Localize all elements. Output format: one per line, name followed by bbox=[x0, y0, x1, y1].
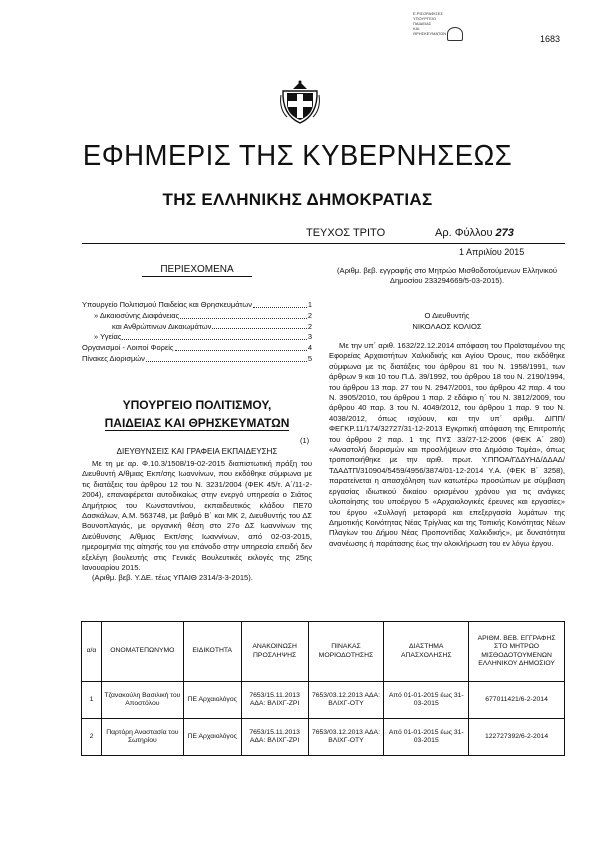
toc-page: 2 bbox=[307, 321, 312, 331]
section-number: (1) bbox=[300, 436, 310, 445]
toc-page: 1 bbox=[307, 300, 312, 309]
ephorate-decision-text bbox=[329, 341, 565, 549]
stamp-line: ΥΠΟΥΡΓΕΙΟ bbox=[413, 16, 436, 21]
toc-page: 3 bbox=[307, 332, 312, 342]
greek-coat-of-arms-icon bbox=[279, 79, 321, 125]
table-row bbox=[82, 719, 565, 756]
section-title: ΔΙΕΥΘΥΝΣΕΙΣ ΚΑΙ ΓΡΑΦΕΙΑ ΕΚΠΑΙΔΕΥΣΗΣ bbox=[116, 447, 278, 456]
stamp-line: ΘΡΗΣΚΕΥΜΑΤΩΝ bbox=[413, 31, 447, 36]
toc-label: » Δικαιοσύνης Διαφάνειας bbox=[94, 310, 180, 320]
table-of-contents bbox=[82, 300, 312, 365]
contents-heading bbox=[82, 264, 312, 275]
toc-item[interactable] bbox=[82, 332, 312, 343]
table-cell: 2 bbox=[82, 719, 102, 756]
column-header: ΑΝΑΚΟΙΝΩΣΗ ΠΡΟΣΛΗΨΗΣ bbox=[241, 622, 308, 682]
header-divider bbox=[82, 243, 565, 244]
ministry-decision-text bbox=[82, 459, 312, 584]
table-cell: 677011421/6-2-2014 bbox=[469, 682, 565, 719]
director-name: ΝΙΚΟΛΑΟΣ ΚΟΛΙΟΣ bbox=[412, 322, 482, 331]
decision-paragraph: Με την υπ΄ αριθ. 1632/22.12.2014 απόφαση του Προϊσταμένου της Εφορείας Αρχαιοτήτων Χαλκιδικής και Αγίου Όρους, που εκδόθηκε σύμφωνα με τις διατάξεις του άρθρου 81 του Ν. 1958/1991, των άρθρων 9 και 10 του Π.Δ. 39/1992, του άρθρου 18 του Ν. 2190/1994, του άρθρου 13 παρ. 27 του Ν. 2947/2001, του άρθρου 42 παρ. 4 του Ν. 3905/2010, του άρθρου 1 παρ. 2 εδάφιο η΄ του Ν. 3812/2009, του άρθρου 40 παρ. 3 του Ν. 4049/2012, του άρθρου 1 παρ. 9 του Ν. 4038/2012, όπως ισχύουν, και την υπ΄ αριθμ. ΔΙΠΠ/ΦΕΓΚΡ.11/174/32727/31-12-2013 Εγκριτική απόφαση της Επιτροπής του άρθρου 2 παρ. 1 της ΠΥΣ 33/27-12-2006 (ΦΕΚ Α΄ 280) «Αναστολή διορισμών και προσλήψεων στο Δημόσιο Τομέα», όπως τροποποιήθηκε με την αριθ. πρωτ. Υ.ΠΠΟΑ/ΓΔΔΥΗΔ/ΔΔΑΔ/ΤΔΑΔΤΠ/310904/5459/4956/3874/01-12-2014 Υ.Α. (ΦΕΚ Β΄ 3258), παρατείνεται η απασχόληση των κατωτέρω προσώπων με σύμβαση εργασίας ιδιωτικού δικαίου ορισμένου χρόνου για τις ανάγκες υλοποίησης του υποέργου 5 «Αρχαιολογικές έρευνες και εργασίες» του έργου «Συλλογή μεταφορά και επεξεργασία λυμάτων της Δημοτικής Κοινότητας Νέας Τρίγλιας και της Τοπικής Κοινότητας Νέων Πλαγίων του Δήμου Νέας Προποντίδας Χαλκιδικής», με δυνατότητα ανανέωσης ή παράτασης έως την ολοκλήρωση του εν λόγω έργου. bbox=[329, 341, 565, 548]
toc-item[interactable] bbox=[82, 322, 312, 333]
table-cell: 7653/15.11.2013 ΑΔΑ: ΒΛΙΧΓ-ΖΡΙ bbox=[241, 719, 308, 756]
column-header: ΟΝΟΜΑΤΕΠΩΝΥΜΟ bbox=[101, 622, 183, 682]
toc-item[interactable] bbox=[82, 311, 312, 322]
ministry-heading bbox=[82, 396, 312, 432]
toc-page: 5 bbox=[307, 353, 312, 363]
contents-heading-text: ΠΕΡΙΕΧΟΜΕΝΑ bbox=[142, 264, 251, 277]
table-cell: Τζανακούλη Βασιλική του Αποστόλου bbox=[101, 682, 183, 719]
table-cell: Από 01-01-2015 έως 31-03-2015 bbox=[384, 719, 469, 756]
approval-paragraph: (Αριθμ. βεβ. Υ.ΔΕ. τέως ΥΠΑΙΘ 2314/3-3-2015). bbox=[92, 573, 253, 583]
gazette-title: ΕΦΗΜΕΡΙΣ ΤΗΣ ΚΥΒΕΡΝΗΣΕΩΣ bbox=[82, 140, 513, 172]
toc-item[interactable] bbox=[82, 343, 312, 354]
stamp-line: Ε.ΡΙΣΟΡΑΦΙΣΕΣ bbox=[413, 11, 443, 16]
issue-type: ΤΕΥΧΟΣ ΤΡΙΤΟ bbox=[306, 227, 386, 239]
table-cell: 7653/15.11.2013 ΑΔΑ: ΒΛΙΧΓ-ΖΡΙ bbox=[241, 682, 308, 719]
decision-paragraph: Με τη με αρ. Φ.10.3/1508/19-02-2015 διαπιστωτική πράξη του Διευθυντή Α/θμιας Εκπ/σης Ιωαννίνων, που εκδόθηκε σύμφωνα με τις διατάξεις του άρθρου 12 του Ν. 3231/2004 (ΦΕΚ 45/τ. Α΄/11-2-2004), επαναφέρεται αυτοδικαίως στην ενεργό υπηρεσία ο Σιάτος Δημήτριος του Κωνσταντίνου, εκπαιδευτικός κλάδου ΠΕ70 Δασκάλων, Α.Μ. 563748, με βαθμό Β΄ και ΜΚ 2, Διευθυντής του ΔΣ Βουνοπλαγιάς, με οργανική θέση στο 27ο ΔΣ Ιωαννίνων της Διεύθυνσης Α/θμιας Εκπ/σης Ιωαννίνων, από 02-03-2015, ημερομηνία της αίτησής του για επάνοδο στην υπηρεσία επειδή δεν εξελέγη βουλευτής στις Γενικές Βουλευτικές εκλογές της 25ης Ιανουαρίου 2015. bbox=[82, 459, 312, 573]
table-row bbox=[82, 682, 565, 719]
table-header-row bbox=[82, 622, 565, 682]
column-header: ΠΙΝΑΚΑΣ ΜΟΡΙΟΔΟΤΗΣΗΣ bbox=[308, 622, 384, 682]
toc-label: Οργανισμοί - Λοιποί Φορείς bbox=[82, 343, 174, 353]
toc-page: 2 bbox=[307, 310, 312, 320]
ministry-line: ΥΠΟΥΡΓΕΙΟ ΠΟΛΙΤΙΣΜΟΥ, bbox=[122, 398, 272, 412]
table-cell: 7653/03.12.2013 ΑΔΑ: ΒΛΙΧΓ-ΟΤΥ bbox=[308, 719, 384, 756]
table-cell: 7653/03.12.2013 ΑΔΑ: ΒΛΙΧΓ-ΟΤΥ bbox=[308, 682, 384, 719]
department-stamp bbox=[413, 11, 463, 55]
stamp-seal-icon bbox=[447, 27, 463, 41]
stamp-line: ΠΑΙΔΕΙΑΣ bbox=[413, 21, 432, 26]
sheet-label: Αρ. Φύλλου bbox=[435, 227, 493, 239]
toc-label: και Ανθρώπινων Δικαιωμάτων bbox=[112, 321, 212, 331]
toc-label: Πίνακες Διορισμών bbox=[82, 353, 145, 363]
table-cell: ΠΕ Αρχαιολόγος bbox=[183, 719, 241, 756]
table-cell: 1 bbox=[82, 682, 102, 719]
director-label: Ο Διευθυντής bbox=[424, 311, 470, 320]
column-header: ΕΙΔΙΚΟΤΗΤΑ bbox=[183, 622, 241, 682]
toc-page: 4 bbox=[307, 343, 312, 353]
toc-label: Υπουργείο Πολιτισμού Παιδείας και Θρησκευμάτων bbox=[82, 300, 253, 309]
sheet-value: 273 bbox=[495, 227, 514, 239]
registration-note: (Αριθμ. βεβ. εγγραφής στο Μητρώο Μισθοδοτούμενων Ελληνικού Δημοσίου 233294669/5-03-2015). bbox=[336, 266, 557, 285]
toc-item[interactable] bbox=[82, 300, 312, 311]
ministry-line: ΠΑΙΔΕΙΑΣ ΚΑΙ ΘΡΗΣΚΕΥΜΑΤΩΝ bbox=[104, 416, 290, 430]
appointments-table bbox=[81, 621, 565, 756]
toc-label: » Υγείας bbox=[94, 332, 122, 342]
table-cell: ΠΕ Αρχαιολόγος bbox=[183, 682, 241, 719]
table-cell: Από 01-01-2015 έως 31-03-2015 bbox=[384, 682, 469, 719]
column-header: ΔΙΑΣΤΗΜΑ ΑΠΑΣΧΟΛΗΣΗΣ bbox=[384, 622, 469, 682]
column-header: α/α bbox=[82, 622, 102, 682]
issue-date: 1 Απριλίου 2015 bbox=[459, 247, 525, 257]
director-signature bbox=[329, 310, 565, 332]
table-cell: 122727392/6-2-2014 bbox=[469, 719, 565, 756]
column-header: ΑΡΙΘΜ. ΒΕΒ. ΕΓΓΡΑΦΗΣ ΣΤΟ ΜΗΤΡΩΟ ΜΙΣΘΟΔΟΤΟΥΜΕΝΩΝ ΕΛΛΗΝΙΚΟΥ ΔΗΜΟΣΙΟΥ bbox=[469, 622, 565, 682]
gazette-subtitle: ΤΗΣ ΕΛΛΗΝΙΚΗΣ ΔΗΜΟΚΡΑΤΙΑΣ bbox=[162, 190, 433, 209]
toc-item[interactable] bbox=[82, 354, 312, 365]
stamp-line: ΚΑΙ bbox=[413, 26, 420, 31]
sheet-number bbox=[435, 227, 514, 239]
page-number: 1683 bbox=[540, 34, 561, 44]
table-cell: Παρτόρη Αναστασία του Σωτηρίου bbox=[101, 719, 183, 756]
